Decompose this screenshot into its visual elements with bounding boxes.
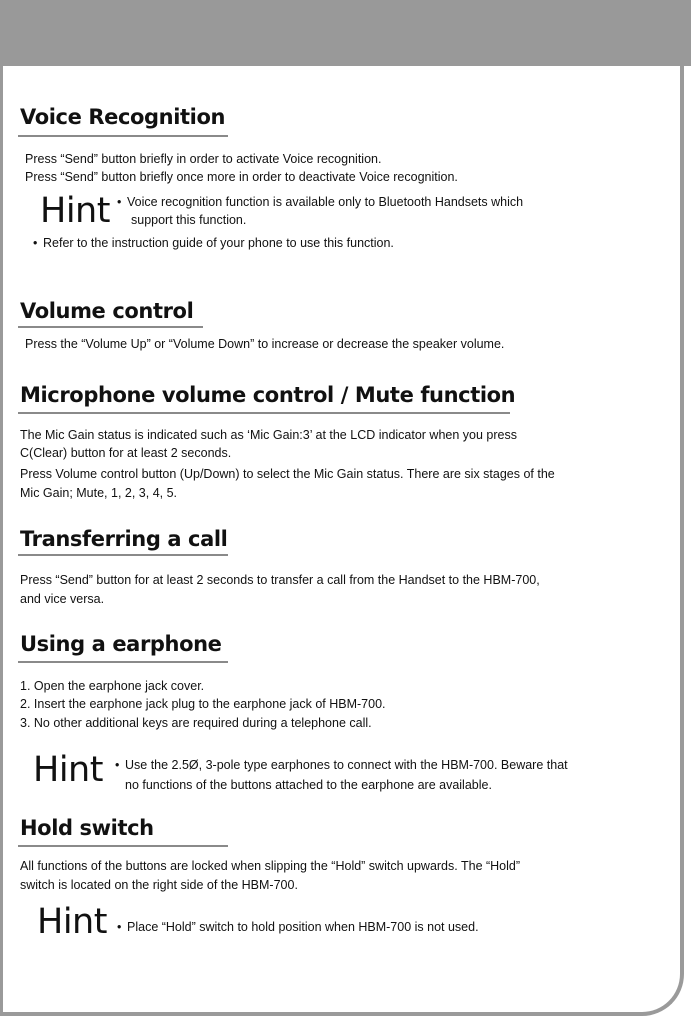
- hold-hint-line-1: [117, 919, 479, 936]
- hold-line-1: All functions of the buttons are locked when slipping the “Hold” switch upwards. The “Hold”: [20, 859, 521, 873]
- voice-hint-line-2: support this function.: [131, 213, 247, 227]
- hold-switch-rule: [18, 845, 228, 847]
- volume-control-heading: Volume control: [20, 299, 194, 323]
- hold-hint-label: Hint: [37, 902, 107, 942]
- transfer-heading: Transferring a call: [20, 527, 228, 551]
- transfer-line-2: and vice versa.: [20, 592, 105, 606]
- volume-line-1: Press the “Volume Up” or “Volume Down” to increase or decrease the speaker volume.: [25, 337, 505, 351]
- mic-line-3: Press Volume control button (Up/Down) to select the Mic Gain status. There are six stages of the: [20, 467, 555, 481]
- voice-hint-line-1: [117, 194, 523, 211]
- hold-hint-line-1-text: Place “Hold” switch to hold position when HBM-700 is not used.: [127, 920, 479, 934]
- voice-line-1: Press “Send” button briefly in order to activate Voice recognition.: [25, 152, 382, 166]
- transfer-rule: [18, 554, 228, 556]
- mic-line-1: The Mic Gain status is indicated such as ‘Mic Gain:3’ at the LCD indicator when you press: [20, 428, 517, 442]
- voice-recognition-heading: Voice Recognition: [20, 105, 226, 129]
- earphone-hint-label: Hint: [33, 750, 103, 790]
- hold-line-2: switch is located on the right side of the HBM-700.: [20, 878, 298, 892]
- hold-switch-heading: Hold switch: [20, 816, 154, 840]
- mic-control-heading: Microphone volume control / Mute function: [20, 383, 516, 407]
- earphone-step-2: 2. Insert the earphone jack plug to the earphone jack of HBM-700.: [20, 697, 386, 711]
- voice-bullet-2: [33, 235, 394, 252]
- earphone-step-3: 3. No other additional keys are required during a telephone call.: [20, 716, 372, 730]
- voice-hint-line-1-text: Voice recognition function is available only to Bluetooth Handsets which: [127, 195, 524, 209]
- earphone-step-1: 1. Open the earphone jack cover.: [20, 679, 205, 693]
- earphone-hint-line-2: no functions of the buttons attached to the earphone are available.: [125, 778, 492, 792]
- voice-recognition-rule: [18, 135, 228, 137]
- earphone-hint-line-1-text: Use the 2.5Ø, 3-pole type earphones to connect with the HBM-700. Beware that: [125, 758, 568, 772]
- earphone-hint-line-1: [115, 757, 568, 774]
- voice-line-2: Press “Send” button briefly once more in order to deactivate Voice recognition.: [25, 170, 458, 184]
- mic-control-rule: [18, 412, 510, 414]
- transfer-line-1: Press “Send” button for at least 2 seconds to transfer a call from the Handset to the HBM-700,: [20, 573, 540, 587]
- voice-bullet-2-text: Refer to the instruction guide of your phone to use this function.: [43, 236, 394, 250]
- earphone-heading: Using a earphone: [20, 632, 222, 656]
- voice-hint-label: Hint: [40, 191, 110, 231]
- volume-control-rule: [18, 326, 203, 328]
- mic-line-2: C(Clear) button for at least 2 seconds.: [20, 446, 232, 460]
- earphone-rule: [18, 661, 228, 663]
- mic-line-4: Mic Gain; Mute, 1, 2, 3, 4, 5.: [20, 486, 178, 500]
